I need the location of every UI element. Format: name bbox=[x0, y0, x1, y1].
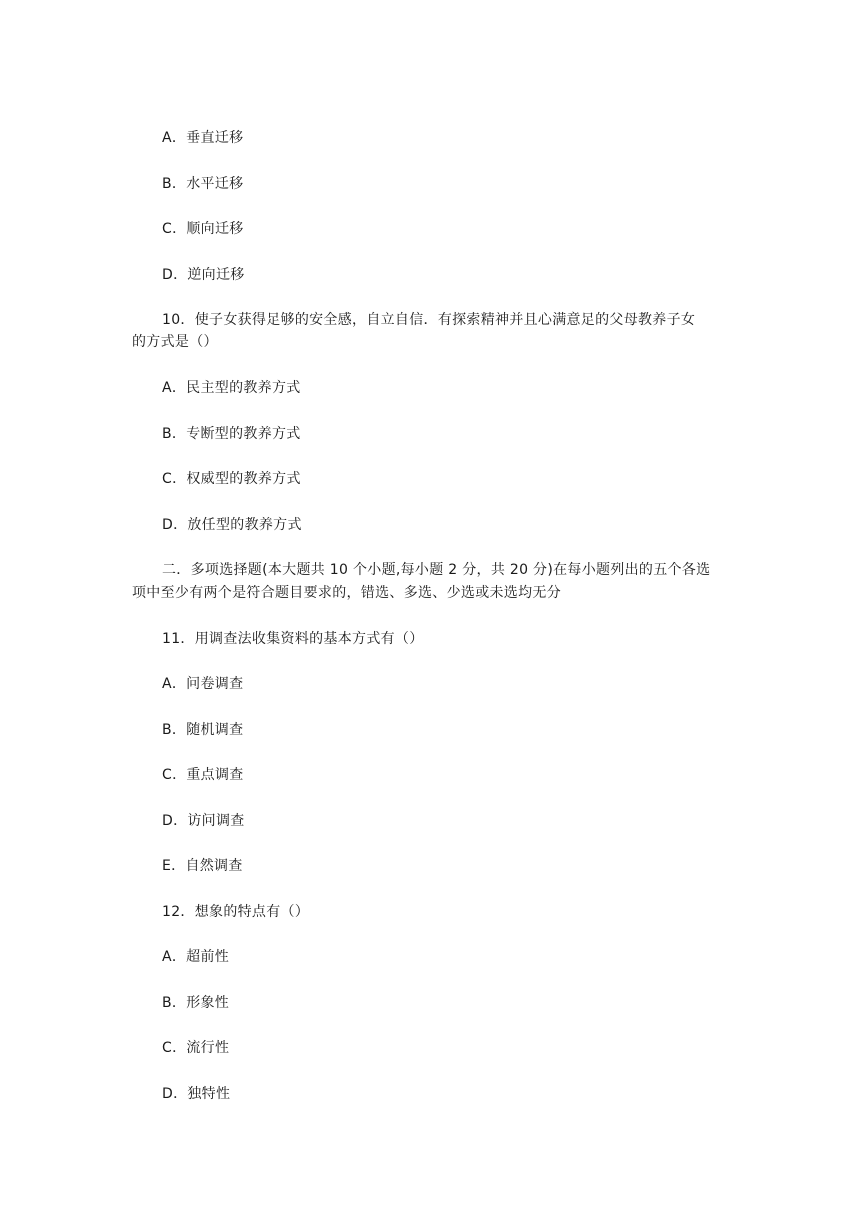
q9-option-b: B．水平迁移 bbox=[162, 176, 244, 192]
q11-option-b: B．随机调查 bbox=[162, 722, 244, 738]
q10-option-d: D．放任型的教养方式 bbox=[162, 517, 302, 533]
section2-heading-line1: 二．多项选择题(本大题共 10 个小题,每小题 2 分，共 20 分)在每小题列出的五个各选 bbox=[162, 562, 711, 578]
q10-option-b: B．专断型的教养方式 bbox=[162, 426, 301, 442]
q10-stem-line1: 10．使子女获得足够的安全感，自立自信．有探索精神并且心满意足的父母教养子女 bbox=[162, 312, 696, 328]
section2-heading-line2: 项中至少有两个是符合题目要求的，错选、多选、少选或未选均无分 bbox=[132, 585, 561, 601]
q11-option-d: D．访问调查 bbox=[162, 813, 245, 829]
q12-option-a: A．超前性 bbox=[162, 949, 230, 965]
q12-option-d: D．独特性 bbox=[162, 1086, 231, 1102]
q9-option-a: A．垂直迁移 bbox=[162, 130, 244, 146]
q11-option-a: A．问卷调查 bbox=[162, 676, 244, 692]
q12-option-b: B．形象性 bbox=[162, 995, 230, 1011]
q10-option-a: A．民主型的教养方式 bbox=[162, 380, 301, 396]
q12-option-c: C．流行性 bbox=[162, 1040, 230, 1056]
q9-option-d: D．逆向迁移 bbox=[162, 267, 245, 283]
q12-stem: 12．想象的特点有（） bbox=[162, 904, 310, 920]
q9-option-c: C．顺向迁移 bbox=[162, 221, 244, 237]
q11-option-c: C．重点调查 bbox=[162, 767, 244, 783]
q11-stem: 11．用调查法收集资料的基本方式有（） bbox=[162, 631, 424, 647]
q10-option-c: C．权威型的教养方式 bbox=[162, 471, 301, 487]
q10-stem-line2: 的方式是（） bbox=[132, 334, 218, 350]
q11-option-e: E．自然调查 bbox=[162, 858, 243, 874]
